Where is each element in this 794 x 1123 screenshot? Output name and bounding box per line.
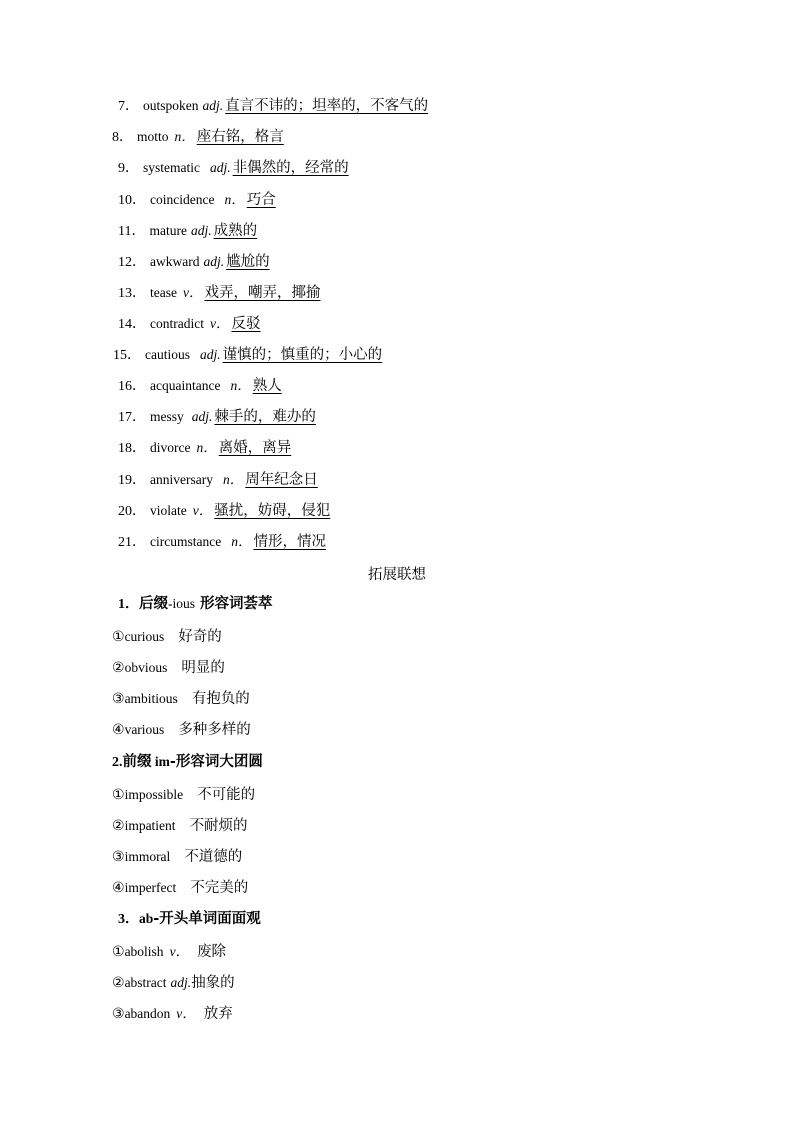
vocab-meaning: 非偶然的，经常的 (232, 160, 349, 176)
item-meaning: 多种多样的 (178, 722, 251, 738)
vocab-word: tease (150, 285, 177, 300)
group-heading-affix: ab (139, 911, 154, 926)
vocab-number: 16． (118, 379, 146, 394)
item-word: obvious (124, 660, 168, 675)
group-number: 2. (112, 755, 123, 770)
vocab-number: 10． (118, 193, 146, 208)
vocab-word: messy (150, 409, 184, 424)
vocab-word: motto (137, 129, 169, 144)
list-item (112, 876, 248, 900)
vocab-meaning: 直言不讳的；坦率的，不客气的 (225, 98, 429, 114)
list-item (112, 845, 242, 869)
vocab-word: acquaintance (150, 378, 221, 393)
vocab-item (118, 312, 260, 336)
list-item (112, 625, 222, 649)
group-heading-affix: -ious (168, 596, 195, 611)
vocab-meaning: 尴尬的 (226, 254, 270, 270)
item-word: curious (124, 629, 165, 644)
group-heading-rest: 形容词荟萃 (195, 596, 273, 612)
vocab-pos: adj. (191, 409, 213, 424)
vocab-pos: adj. (202, 98, 224, 113)
vocab-meaning: 成熟的 (213, 223, 258, 239)
vocab-meaning: 谨慎的；慎重的；小心的 (222, 347, 383, 363)
list-item (112, 656, 225, 680)
vocab-item (118, 405, 316, 429)
vocab-number: 17． (118, 410, 146, 425)
item-pos: adj. (170, 975, 192, 990)
item-marker: ③ (112, 691, 125, 707)
vocab-number: 11． (118, 224, 146, 239)
vocab-item (118, 219, 257, 243)
vocab-item (118, 281, 320, 305)
vocab-item (118, 374, 282, 398)
vocab-pos: n． (231, 534, 252, 549)
vocab-meaning: 反驳 (231, 316, 261, 332)
vocab-pos: n． (196, 440, 217, 455)
vocab-meaning: 棘手的，难办的 (214, 409, 316, 425)
vocab-pos: n． (222, 472, 244, 487)
vocab-word: violate (150, 503, 187, 518)
item-meaning: 不耐烦的 (189, 818, 248, 834)
group-heading-prefix: 后缀 (139, 596, 168, 612)
item-meaning: 抽象的 (191, 975, 235, 991)
group-heading (118, 592, 273, 616)
vocab-number: 12． (118, 255, 146, 270)
vocab-item (118, 94, 428, 118)
vocab-word: cautious (145, 347, 190, 362)
group-heading (118, 907, 261, 931)
item-word: immoral (124, 849, 171, 864)
vocab-word: contradict (150, 316, 204, 331)
vocab-pos: n． (174, 129, 195, 144)
vocab-meaning: 戏弄，嘲弄，揶揄 (204, 285, 321, 301)
item-meaning: 有抱负的 (191, 691, 250, 707)
item-word: abandon (124, 1006, 171, 1021)
vocab-pos: adj. (200, 347, 221, 362)
item-marker: ③ (112, 849, 125, 865)
item-meaning: 不完美的 (190, 880, 249, 896)
vocab-word: coincidence (150, 192, 215, 207)
group-number: 1． (118, 597, 139, 612)
item-marker: ④ (112, 722, 125, 738)
vocab-number: 13． (118, 286, 146, 301)
item-marker: ④ (112, 880, 125, 896)
vocab-pos: n． (224, 192, 245, 207)
vocab-word: systematic (143, 160, 200, 175)
item-marker: ① (112, 629, 125, 645)
item-word: impatient (124, 818, 176, 833)
vocab-word: awkward (150, 254, 200, 269)
vocab-meaning: 离婚，离异 (218, 440, 292, 456)
vocab-item (118, 156, 349, 180)
vocab-pos: adj. (190, 223, 212, 238)
vocab-item (118, 499, 330, 523)
vocab-item (118, 530, 326, 554)
item-marker: ① (112, 944, 125, 960)
vocab-word: outspoken (143, 98, 199, 113)
item-meaning: 不可能的 (197, 787, 256, 803)
vocab-item (113, 343, 382, 367)
group-heading-prefix: 前缀 (122, 754, 152, 770)
vocab-item (118, 188, 276, 212)
list-item (112, 971, 235, 995)
vocab-word: mature (149, 223, 187, 238)
list-item (112, 814, 248, 838)
group-heading-affix: im (151, 754, 170, 769)
item-meaning: 好奇的 (178, 629, 222, 645)
item-word: imperfect (124, 880, 177, 895)
vocab-item (118, 468, 318, 492)
item-meaning: 不道德的 (184, 849, 243, 865)
vocab-word: anniversary (150, 472, 213, 487)
item-meaning: 废除 (197, 944, 227, 960)
vocab-meaning: 座右铭，格言 (196, 129, 284, 145)
vocab-number: 18． (118, 441, 146, 456)
item-marker: ③ (112, 1006, 125, 1022)
item-marker: ② (112, 818, 125, 834)
section-title-text: 拓展联想 (368, 567, 426, 583)
item-marker: ② (112, 660, 125, 676)
list-item (112, 940, 226, 964)
list-item (112, 783, 255, 807)
vocab-number: 15． (113, 348, 141, 363)
vocab-word: divorce (150, 440, 191, 455)
item-word: impossible (124, 787, 184, 802)
item-word: various (124, 722, 165, 737)
vocab-meaning: 骚扰，妨碍，侵犯 (214, 503, 331, 519)
vocab-meaning: 周年纪念日 (245, 472, 318, 488)
item-word: abolish (124, 944, 164, 959)
vocab-pos: v． (209, 316, 230, 331)
vocab-number: 20． (118, 504, 146, 519)
group-heading-rest: -形容词大团圆 (169, 754, 263, 770)
vocab-pos: adj. (203, 254, 225, 269)
item-word: abstract (124, 975, 167, 990)
vocab-pos: adj. (210, 160, 231, 175)
vocab-pos: v． (182, 285, 203, 300)
vocab-number: 14． (118, 317, 146, 332)
item-pos: v． (176, 1006, 196, 1021)
vocab-pos: n． (230, 378, 251, 393)
vocab-number: 8． (112, 130, 133, 145)
item-marker: ① (112, 787, 125, 803)
vocab-number: 9． (118, 161, 139, 176)
vocab-meaning: 情形，情况 (253, 534, 326, 550)
group-heading-rest: -开头单词面面观 (153, 911, 261, 927)
group-heading (112, 750, 263, 774)
group-number: 3． (118, 912, 139, 927)
vocab-number: 19． (118, 473, 146, 488)
item-meaning: 放弃 (203, 1006, 233, 1022)
item-marker: ② (112, 975, 125, 991)
item-meaning: 明显的 (181, 660, 225, 676)
vocab-number: 7． (118, 99, 139, 114)
list-item (112, 718, 251, 742)
vocab-item (118, 436, 291, 460)
item-word: ambitious (124, 691, 178, 706)
vocab-pos: v． (192, 503, 213, 518)
vocab-number: 21． (118, 535, 146, 550)
list-item (112, 687, 250, 711)
vocab-meaning: 巧合 (246, 192, 276, 208)
list-item (112, 1002, 233, 1026)
vocab-item (112, 125, 284, 149)
item-pos: v． (169, 944, 190, 959)
vocab-meaning: 熟人 (252, 378, 282, 394)
vocab-word: circumstance (150, 534, 222, 549)
section-title (0, 563, 794, 587)
vocab-item (118, 250, 270, 274)
